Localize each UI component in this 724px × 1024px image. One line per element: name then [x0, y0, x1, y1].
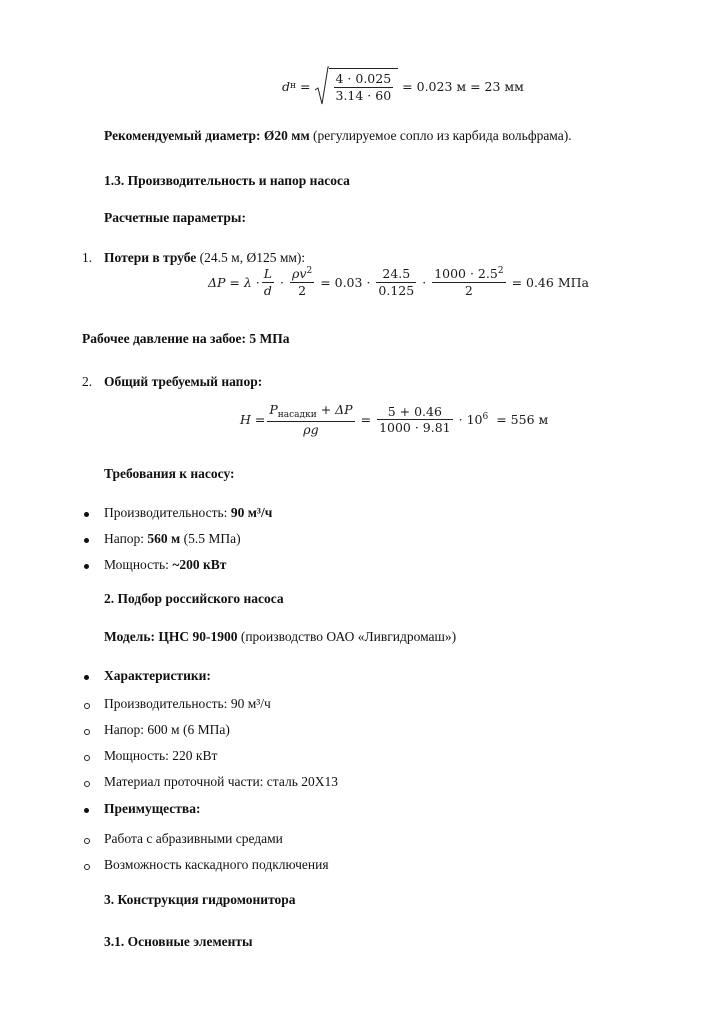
sub-bullet-icon — [84, 864, 90, 870]
formula-nozzle-diameter — [282, 66, 528, 106]
formula-dn-num: 4 · 0.025 — [335, 71, 392, 87]
formula-h-f1-num-b: + ΔP — [316, 402, 353, 417]
characteristics-heading: Характеристики: — [104, 668, 211, 683]
sub-bullet-icon — [84, 838, 90, 844]
formula-dp-f3-den: 0.125 — [378, 282, 415, 298]
section-1-3-heading: 1.3. Производительность и напор насоса — [104, 173, 350, 188]
pump-requirements-heading: Требования к насосу: — [104, 466, 235, 481]
formula-dn-lhs-sub: н — [290, 81, 297, 91]
bullet-icon — [84, 512, 89, 517]
characteristic-item: Материал проточной части: сталь 20Х13 — [104, 774, 338, 789]
formula-dp-f4-sup: 2 — [497, 266, 504, 276]
requirement-head — [104, 531, 241, 547]
pump-model — [104, 629, 456, 645]
formula-dp-dot1: · — [280, 274, 285, 290]
formula-h-f2-den: 1000 · 9.81 — [379, 420, 451, 436]
formula-total-head — [240, 402, 552, 438]
radical-icon — [315, 66, 329, 106]
formula-h-tail: = 556 м — [496, 412, 549, 428]
formula-dp-dot2: · — [422, 274, 427, 290]
recommended-diameter — [104, 128, 572, 144]
pump-model-text: (производство ОАО «Ливгидромаш») — [237, 629, 457, 644]
requirement-label: Мощность: — [104, 557, 173, 572]
bullet-icon — [84, 808, 89, 813]
formula-dn-tail: = 0.023 м = 23 мм — [402, 78, 524, 94]
bullet-icon — [84, 538, 89, 543]
formula-h-f2-num: 5 + 0.46 — [377, 404, 453, 421]
recommended-label: Рекомендуемый диаметр: Ø20 мм — [104, 128, 310, 143]
requirement-power — [104, 557, 226, 573]
pipe-losses-label: Потери в трубе — [104, 250, 197, 265]
formula-dp-f2-num: ρv — [292, 266, 307, 281]
requirement-label: Производительность: — [104, 505, 231, 520]
characteristic-item: Напор: 600 м (6 МПа) — [104, 722, 230, 737]
sqrt-sign — [315, 66, 399, 106]
formula-h-f1-num-sub: насадки — [277, 410, 317, 420]
sub-bullet-icon — [84, 729, 90, 735]
requirement-value: 90 м³/ч — [230, 505, 273, 520]
requirement-capacity — [104, 505, 272, 521]
list-number-1: 1. — [82, 250, 93, 265]
section-3-heading: 3. Конструкция гидромонитора — [104, 892, 296, 907]
formula-dp-f4-den: 2 — [464, 282, 473, 298]
formula-dn-lhs: d — [282, 78, 291, 94]
advantages-heading: Преимущества: — [104, 801, 201, 816]
list-item-total-head: Общий требуемый напор: — [104, 374, 263, 389]
formula-h-mult-sup: 6 — [482, 412, 489, 423]
formula-dp-f4-num: 1000 · 2.5 — [434, 266, 498, 281]
bullet-icon — [84, 564, 89, 569]
formula-dp-f1-den: d — [263, 282, 272, 298]
calc-params-heading: Расчетные параметры: — [104, 210, 246, 225]
formula-h-f1-den: ρg — [303, 422, 319, 438]
advantage-item: Возможность каскадного подключения — [104, 857, 329, 872]
bullet-icon — [84, 675, 89, 680]
formula-dp-lhs: ΔP = λ · — [208, 274, 260, 290]
characteristic-item: Производительность: 90 м³/ч — [104, 696, 271, 711]
working-pressure: Рабочее давление на забое: 5 МПа — [82, 331, 290, 346]
formula-h-lhs: H = — [240, 412, 266, 428]
formula-dp-tail: = 0.46 МПа — [511, 274, 589, 290]
section-2-heading: 2. Подбор российского насоса — [104, 591, 284, 606]
requirement-extra: (5.5 МПа) — [180, 531, 241, 546]
pump-model-label: Модель: ЦНС 90-1900 — [104, 629, 238, 644]
formula-h-eq: = — [360, 412, 372, 428]
formula-dp-f2-den: 2 — [298, 282, 307, 298]
requirement-value: ~200 кВт — [172, 557, 227, 572]
advantage-item: Работа с абразивными средами — [104, 831, 283, 846]
formula-h-f1-num-a: P — [269, 402, 278, 417]
formula-dn-eq: = — [300, 78, 311, 94]
formula-dp-f1-num: L — [263, 266, 273, 281]
formula-dp-f2-sup: 2 — [306, 266, 313, 276]
formula-dn-den: 3.14 · 60 — [335, 88, 392, 103]
formula-dp-f3-num: 24.5 — [376, 266, 416, 283]
list-item-pipe-losses — [104, 250, 305, 266]
formula-h-mult: · 10 — [458, 412, 483, 428]
sub-bullet-icon — [84, 781, 90, 787]
sub-bullet-icon — [84, 755, 90, 761]
requirement-label: Напор: — [104, 531, 148, 546]
list-number-2: 2. — [82, 374, 93, 389]
section-3-1-heading: 3.1. Основные элементы — [104, 934, 253, 949]
recommended-text: (регулируемое сопло из карбида вольфрама). — [309, 128, 572, 143]
requirement-value: 560 м — [147, 531, 181, 546]
formula-pressure-loss — [208, 266, 593, 298]
formula-dp-mid: = 0.03 · — [320, 274, 371, 290]
sub-bullet-icon — [84, 703, 90, 709]
pipe-losses-text: (24.5 м, Ø125 мм): — [196, 250, 306, 265]
characteristic-item: Мощность: 220 кВт — [104, 748, 218, 763]
